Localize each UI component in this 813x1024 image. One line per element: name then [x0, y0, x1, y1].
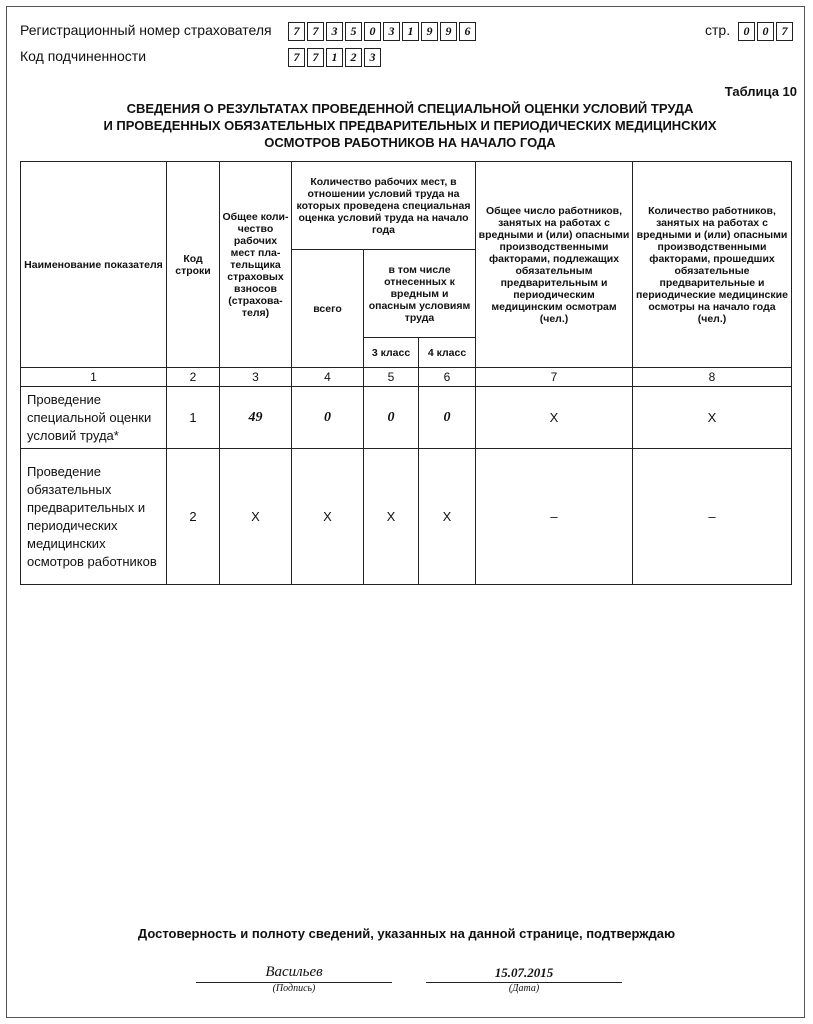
signature-block	[196, 960, 392, 994]
header-workers-passed: Количество работников, занятых на работах с вредными и (или) опасными производственными факторами, прошедших обязательные предварительные и периодические медицинские осмотры на начало года (чел.)	[633, 162, 792, 368]
digit-cell: 1	[326, 48, 343, 67]
row-name: Проведение специальной оценки условий труда*	[21, 387, 167, 449]
header-all: всего	[292, 250, 364, 368]
digit-cell: 7	[288, 22, 305, 41]
report-table	[20, 161, 792, 585]
column-number: 7	[476, 368, 633, 387]
signature-caption: (Подпись)	[272, 983, 316, 994]
cell-class-3: Х	[364, 449, 419, 585]
subordination-label: Код подчиненности	[20, 48, 147, 64]
cell-workers-passed: –	[633, 449, 792, 585]
confirmation-text: Достоверность и полноту сведений, указанных на данной странице, подтверждаю	[137, 926, 676, 941]
reg-number-cells	[288, 22, 478, 41]
title-line: ОСМОТРОВ РАБОТНИКОВ НА НАЧАЛО ГОДА	[264, 135, 556, 150]
date-value: 15.07.2015	[494, 965, 554, 980]
page-title	[60, 100, 760, 151]
cell-total: 49	[220, 387, 292, 449]
cell-total: Х	[220, 449, 292, 585]
header-assessed-workplaces: Количество рабочих мест, в отношении условий труда на которых проведена специальная оценка условий труда на начало года	[292, 162, 476, 250]
digit-cell: 0	[738, 22, 755, 41]
subordination-cells	[288, 48, 383, 67]
digit-cell: 7	[307, 22, 324, 41]
header-workers-subject: Общее число работников, занятых на работах с вредными и (или) опасными производственными факторами, подлежащих обязательным предварительным и периодическим медицинским осмотрам (чел.)	[476, 162, 633, 368]
header-indicator-name: Наименование показателя	[21, 162, 167, 368]
signature: Васильев	[265, 964, 323, 980]
digit-cell: 3	[383, 22, 400, 41]
row-name: Проведение обязательных предварительных и периодических медицинских осмотров работников	[21, 449, 167, 585]
cell-class-4: Х	[419, 449, 476, 585]
page-number-cells	[738, 22, 795, 41]
digit-cell: 6	[459, 22, 476, 41]
table-row	[21, 449, 792, 585]
header-row-code: Код строки	[167, 162, 220, 368]
digit-cell: 7	[307, 48, 324, 67]
digit-cell: 0	[757, 22, 774, 41]
digit-cell: 7	[288, 48, 305, 67]
digit-cell: 9	[440, 22, 457, 41]
digit-cell: 7	[776, 22, 793, 41]
table-row	[21, 387, 792, 449]
cell-all: Х	[292, 449, 364, 585]
column-number: 6	[419, 368, 476, 387]
date-caption: (Дата)	[508, 983, 540, 994]
date-block	[426, 960, 622, 994]
cell-class-4: 0	[419, 387, 476, 449]
cell-workers-subject: Х	[476, 387, 633, 449]
digit-cell: 3	[326, 22, 343, 41]
signature-line	[196, 960, 392, 983]
column-number: 5	[364, 368, 419, 387]
digit-cell: 2	[345, 48, 362, 67]
header-class-4: 4 класс	[419, 338, 476, 368]
digit-cell: 5	[345, 22, 362, 41]
digit-cell: 1	[402, 22, 419, 41]
digit-cell: 0	[364, 22, 381, 41]
digit-cell: 3	[364, 48, 381, 67]
cell-workers-subject: –	[476, 449, 633, 585]
column-number: 8	[633, 368, 792, 387]
reg-number-label: Регистрационный номер страхователя	[20, 22, 272, 38]
column-number: 4	[292, 368, 364, 387]
header-class-3: 3 класс	[364, 338, 419, 368]
title-line: СВЕДЕНИЯ О РЕЗУЛЬТАТАХ ПРОВЕДЕННОЙ СПЕЦИАЛЬНОЙ ОЦЕНКИ УСЛОВИЙ ТРУДА	[126, 101, 694, 116]
cell-class-3: 0	[364, 387, 419, 449]
row-code: 1	[167, 387, 220, 449]
header-total-workplaces: Общее коли- чество рабочих мест пла- тельщика страховых взносов (страхова- теля)	[220, 162, 292, 368]
row-code: 2	[167, 449, 220, 585]
digit-cell: 9	[421, 22, 438, 41]
column-number: 3	[220, 368, 292, 387]
date-line	[426, 960, 622, 983]
table-number: Таблица 10	[724, 84, 797, 99]
page-label: стр.	[705, 22, 731, 38]
column-number: 1	[21, 368, 167, 387]
cell-workers-passed: Х	[633, 387, 792, 449]
column-number: 2	[167, 368, 220, 387]
header-harmful: в том числе отнесенных к вредным и опасным условиям труда	[364, 250, 476, 338]
cell-all: 0	[292, 387, 364, 449]
title-line: И ПРОВЕДЕННЫХ ОБЯЗАТЕЛЬНЫХ ПРЕДВАРИТЕЛЬНЫХ И ПЕРИОДИЧЕСКИХ МЕДИЦИНСКИХ	[103, 118, 717, 133]
